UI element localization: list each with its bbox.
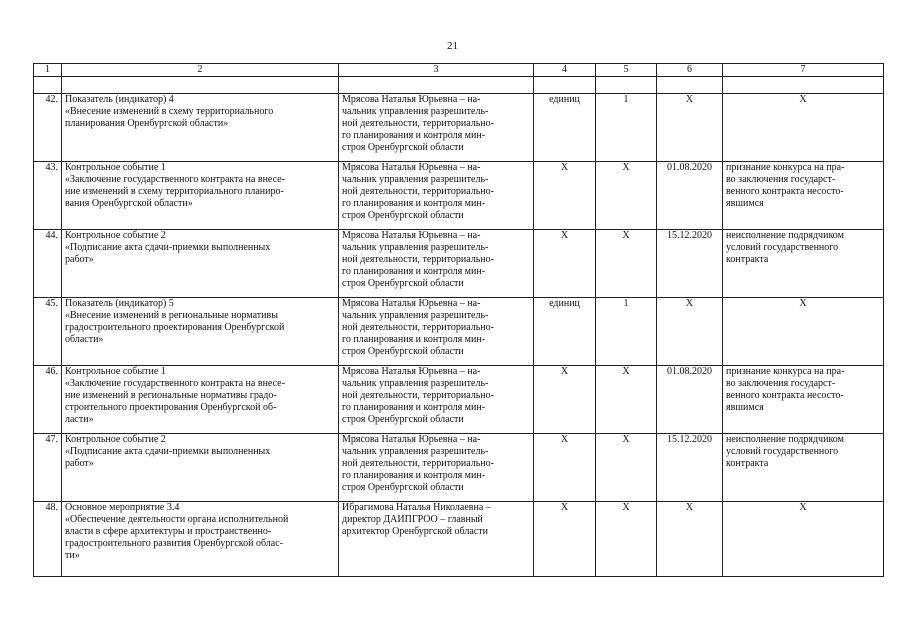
value-cell: X bbox=[596, 434, 657, 502]
text-line: директор ДАИПГРОО – главный bbox=[342, 514, 483, 525]
text-line: Мрясова Наталья Юрьевна – на- bbox=[342, 298, 481, 309]
text-line: ние изменений в схему территориального планиро- bbox=[65, 186, 284, 197]
risk-note-cell bbox=[723, 434, 884, 502]
text-line: строительного проектирования Оренбургской об- bbox=[65, 402, 277, 413]
table-row bbox=[34, 230, 884, 298]
text-line: во заключения государст- bbox=[726, 174, 836, 185]
text-line: ной деятельности, территориально- bbox=[342, 186, 494, 197]
text-line: строя Оренбургской области bbox=[342, 142, 464, 153]
text-line: признание конкурса на пра- bbox=[726, 366, 845, 377]
risk-note-cell bbox=[723, 298, 884, 366]
event-name-cell bbox=[62, 434, 339, 502]
table-row bbox=[34, 502, 884, 577]
text-line: Показатель (индикатор) 5 bbox=[65, 298, 174, 309]
table-row bbox=[34, 366, 884, 434]
text-line: го планирования и контроля мин- bbox=[342, 334, 486, 345]
event-name-cell bbox=[62, 94, 339, 162]
text-line: неисполнение подрядчиком bbox=[726, 230, 844, 241]
text-line: явшимся bbox=[726, 402, 764, 413]
text-line: строя Оренбургской области bbox=[342, 210, 464, 221]
value-cell: 1 bbox=[596, 298, 657, 366]
plan-table bbox=[33, 63, 884, 577]
text-line: чальник управления разрешитель- bbox=[342, 174, 489, 185]
text-line: чальник управления разрешитель- bbox=[342, 242, 489, 253]
text-line: ной деятельности, территориально- bbox=[342, 390, 494, 401]
page-number: 21 bbox=[447, 40, 458, 52]
table-row bbox=[34, 298, 884, 366]
text-line: венного контракта несосто- bbox=[726, 186, 844, 197]
risk-note-cell bbox=[723, 230, 884, 298]
text-line: чальник управления разрешитель- bbox=[342, 310, 489, 321]
responsible-cell bbox=[339, 298, 534, 366]
column-header: 7 bbox=[723, 64, 884, 77]
text-line: области» bbox=[65, 334, 104, 345]
text-line: работ» bbox=[65, 254, 94, 265]
text-line: го планирования и контроля мин- bbox=[342, 198, 486, 209]
risk-note-cell bbox=[723, 502, 884, 577]
text-line: во заключения государст- bbox=[726, 378, 836, 389]
text-line: условий государственного bbox=[726, 446, 839, 457]
text-line: «Подписание акта сдачи-приемки выполненных bbox=[65, 446, 271, 457]
unit-cell: X bbox=[534, 434, 596, 502]
responsible-cell bbox=[339, 366, 534, 434]
text-line: X bbox=[799, 502, 807, 513]
text-line: явшимся bbox=[726, 198, 764, 209]
row-number: 46. bbox=[34, 366, 62, 434]
date-cell: 15.12.2020 bbox=[657, 434, 723, 502]
responsible-cell bbox=[339, 162, 534, 230]
value-cell: X bbox=[596, 502, 657, 577]
text-line: градостроительного проектирования Оренбургской bbox=[65, 322, 285, 333]
text-line: власти в сфере архитектуры и пространственно- bbox=[65, 526, 272, 537]
event-name-cell bbox=[62, 366, 339, 434]
text-line: ной деятельности, территориально- bbox=[342, 458, 494, 469]
text-line: ти» bbox=[65, 550, 80, 561]
text-line: строя Оренбургской области bbox=[342, 278, 464, 289]
risk-note-cell bbox=[723, 366, 884, 434]
text-line: строя Оренбургской области bbox=[342, 414, 464, 425]
text-line: Мрясова Наталья Юрьевна – на- bbox=[342, 434, 481, 445]
text-line: X bbox=[799, 94, 807, 105]
text-line: Контрольное событие 2 bbox=[65, 230, 166, 241]
unit-cell: единиц bbox=[534, 94, 596, 162]
column-header: 6 bbox=[657, 64, 723, 77]
text-line: го планирования и контроля мин- bbox=[342, 266, 486, 277]
text-line: неисполнение подрядчиком bbox=[726, 434, 844, 445]
text-line: Мрясова Наталья Юрьевна – на- bbox=[342, 94, 481, 105]
value-cell: X bbox=[596, 230, 657, 298]
text-line: Контрольное событие 1 bbox=[65, 162, 166, 173]
text-line: венного контракта несосто- bbox=[726, 390, 844, 401]
text-line: «Заключение государственного контракта на внесе- bbox=[65, 174, 285, 185]
text-line: признание конкурса на пра- bbox=[726, 162, 845, 173]
responsible-cell bbox=[339, 434, 534, 502]
event-name-cell bbox=[62, 298, 339, 366]
text-line: ной деятельности, территориально- bbox=[342, 118, 494, 129]
text-line: чальник управления разрешитель- bbox=[342, 106, 489, 117]
text-line: Контрольное событие 1 bbox=[65, 366, 166, 377]
unit-cell: X bbox=[534, 162, 596, 230]
date-cell: 01.08.2020 bbox=[657, 366, 723, 434]
text-line: «Обеспечение деятельности органа исполнительной bbox=[65, 514, 289, 525]
text-line: условий государственного bbox=[726, 242, 839, 253]
text-line: Основное мероприятие 3.4 bbox=[65, 502, 180, 513]
date-cell: X bbox=[657, 502, 723, 577]
text-line: чальник управления разрешитель- bbox=[342, 378, 489, 389]
spacer-row bbox=[34, 77, 884, 94]
unit-cell: X bbox=[534, 230, 596, 298]
unit-cell: единиц bbox=[534, 298, 596, 366]
row-number: 43. bbox=[34, 162, 62, 230]
text-line: ной деятельности, территориально- bbox=[342, 322, 494, 333]
text-line: го планирования и контроля мин- bbox=[342, 402, 486, 413]
unit-cell: X bbox=[534, 366, 596, 434]
value-cell: 1 bbox=[596, 94, 657, 162]
text-line: Мрясова Наталья Юрьевна – на- bbox=[342, 366, 481, 377]
value-cell: X bbox=[596, 366, 657, 434]
column-header: 5 bbox=[596, 64, 657, 77]
row-number: 48. bbox=[34, 502, 62, 577]
text-line: Мрясова Наталья Юрьевна – на- bbox=[342, 162, 481, 173]
table-body bbox=[34, 94, 884, 577]
event-name-cell bbox=[62, 502, 339, 577]
risk-note-cell bbox=[723, 162, 884, 230]
date-cell: 15.12.2020 bbox=[657, 230, 723, 298]
text-line: Ибрагимова Наталья Николаевна – bbox=[342, 502, 491, 513]
risk-note-cell bbox=[723, 94, 884, 162]
text-line: «Заключение государственного контракта на внесе- bbox=[65, 378, 285, 389]
text-line: вания Оренбургской области» bbox=[65, 198, 193, 209]
row-number: 47. bbox=[34, 434, 62, 502]
column-header: 1 bbox=[34, 64, 62, 77]
text-line: ной деятельности, территориально- bbox=[342, 254, 494, 265]
text-line: контракта bbox=[726, 458, 769, 469]
responsible-cell bbox=[339, 230, 534, 298]
text-line: «Внесение изменений в схему территориального bbox=[65, 106, 274, 117]
date-cell: X bbox=[657, 94, 723, 162]
text-line: Контрольное событие 2 bbox=[65, 434, 166, 445]
text-line: го планирования и контроля мин- bbox=[342, 470, 486, 481]
value-cell: X bbox=[596, 162, 657, 230]
text-line: Показатель (индикатор) 4 bbox=[65, 94, 174, 105]
text-line: чальник управления разрешитель- bbox=[342, 446, 489, 457]
text-line: строя Оренбургской области bbox=[342, 346, 464, 357]
text-line: контракта bbox=[726, 254, 769, 265]
text-line: X bbox=[799, 298, 807, 309]
responsible-cell bbox=[339, 502, 534, 577]
text-line: го планирования и контроля мин- bbox=[342, 130, 486, 141]
text-line: «Подписание акта сдачи-приемки выполненных bbox=[65, 242, 271, 253]
date-cell: 01.08.2020 bbox=[657, 162, 723, 230]
date-cell: X bbox=[657, 298, 723, 366]
text-line: «Внесение изменений в региональные нормативы bbox=[65, 310, 278, 321]
column-header: 4 bbox=[534, 64, 596, 77]
text-line: планирования Оренбургской области» bbox=[65, 118, 229, 129]
text-line: ласти» bbox=[65, 414, 94, 425]
text-line: ние изменений в региональные нормативы градо- bbox=[65, 390, 277, 401]
text-line: строя Оренбургской области bbox=[342, 482, 464, 493]
event-name-cell bbox=[62, 162, 339, 230]
table-row bbox=[34, 162, 884, 230]
event-name-cell bbox=[62, 230, 339, 298]
column-header: 2 bbox=[62, 64, 339, 77]
row-number: 42. bbox=[34, 94, 62, 162]
table-row bbox=[34, 94, 884, 162]
responsible-cell bbox=[339, 94, 534, 162]
unit-cell: X bbox=[534, 502, 596, 577]
text-line: градостроительного развития Оренбургской облас- bbox=[65, 538, 284, 549]
text-line: работ» bbox=[65, 458, 94, 469]
column-header: 3 bbox=[339, 64, 534, 77]
column-number-row bbox=[34, 64, 884, 77]
row-number: 45. bbox=[34, 298, 62, 366]
row-number: 44. bbox=[34, 230, 62, 298]
text-line: архитектор Оренбургской области bbox=[342, 526, 488, 537]
table-row bbox=[34, 434, 884, 502]
text-line: Мрясова Наталья Юрьевна – на- bbox=[342, 230, 481, 241]
